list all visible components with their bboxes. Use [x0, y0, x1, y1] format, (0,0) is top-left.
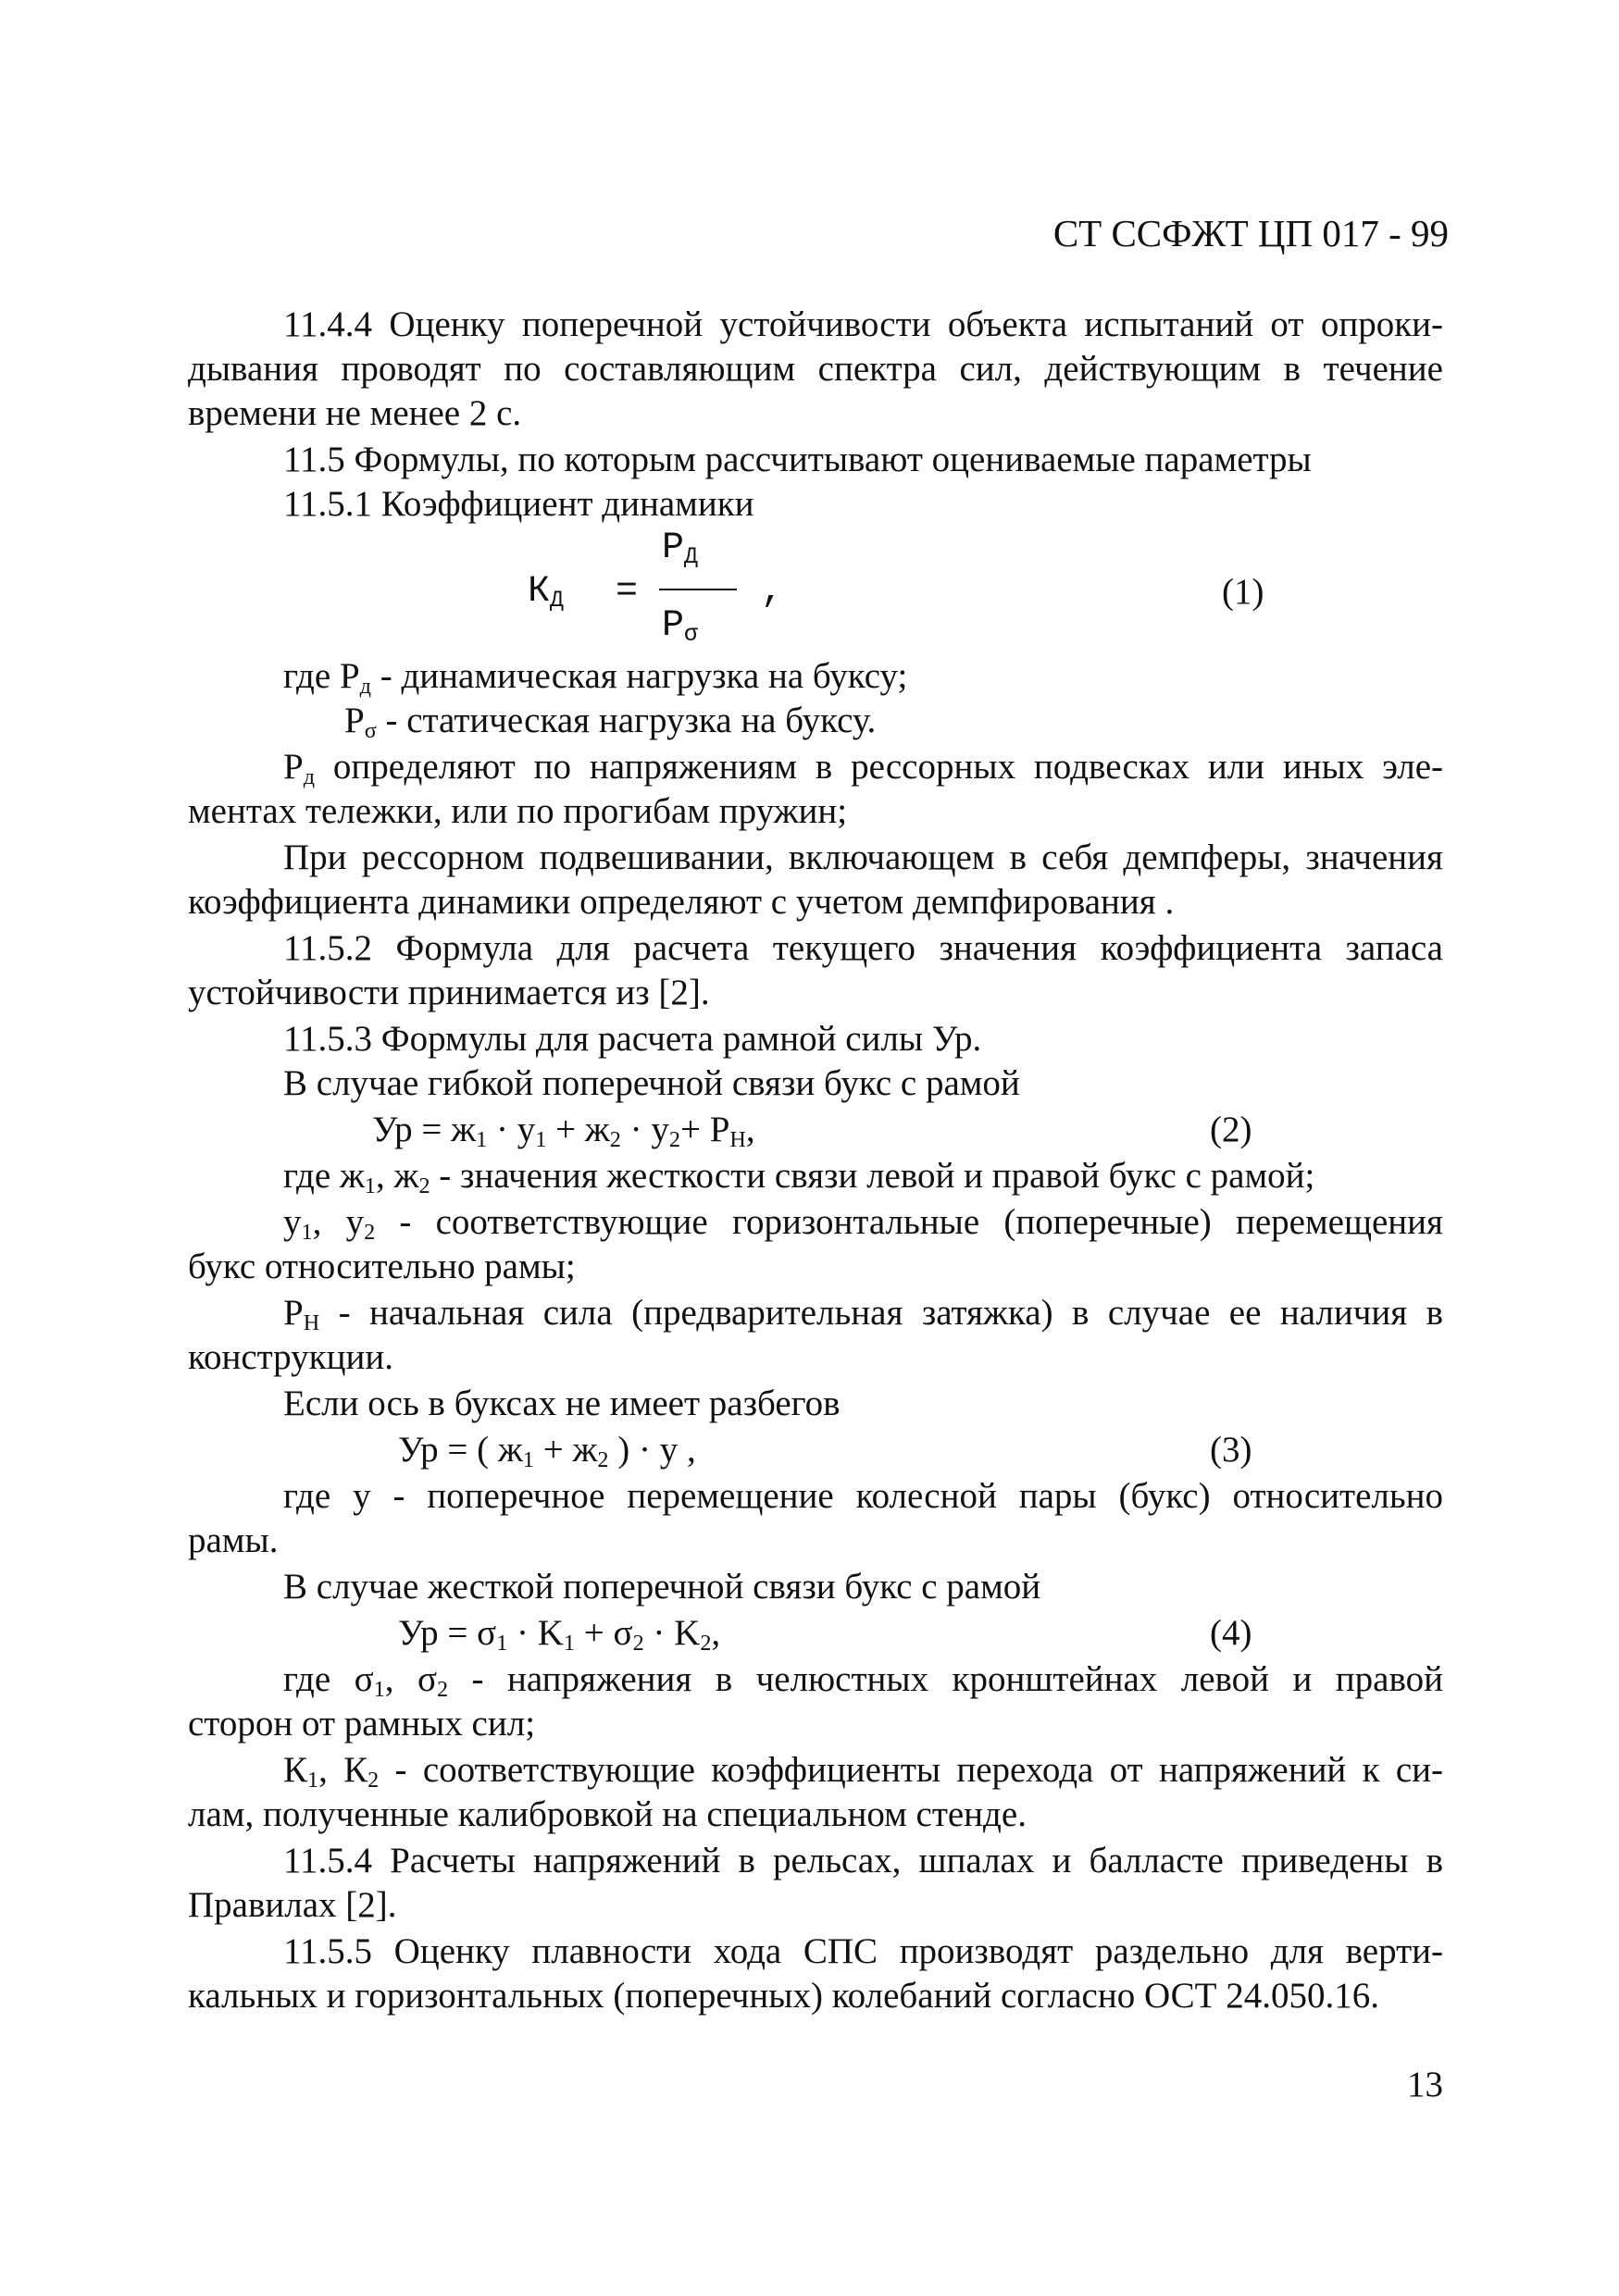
damping-line-1: При рессорном подвешивании, включающем в себя демпферы, значения: [283, 838, 1443, 877]
definition-coefficients-line-2: лам, полученные калибровкой на специальном стенде.: [188, 1794, 1027, 1834]
paragraph-11-5-2-line-1: 11.5.2 Формула для расчета текущего значения коэффициента запаса: [283, 928, 1443, 968]
no-play-case-text: Если ось в буксах не имеет разбегов: [283, 1384, 841, 1423]
definition-ps: $P_\sigma$ - статическая нагрузка на буксу.: [344, 701, 877, 744]
definition-displacements-line-2: букс относительно рамы;: [188, 1247, 576, 1286]
paragraph-11-5-5-line-1: 11.5.5 Оценку плавности хода СПС производят раздельно для верти-: [283, 1931, 1443, 1971]
rigid-case-text: В случае жесткой поперечной связи букс с рамой: [283, 1567, 1041, 1607]
pd-determination-line-2: ментах тележки, или по прогибам пружин;: [188, 791, 848, 831]
formula-4: Ур = $\sigma_1 \cdot K_1 + \sigma_2 \cdot K_2$,: [398, 1613, 721, 1657]
paragraph-11-4-4-line-2: дывания проводят по составляющим спектра сил, действующим в течение: [188, 349, 1443, 389]
equation-number-2: (2): [1210, 1110, 1252, 1149]
formula-3: Ур = ( $ж_1 + ж_2$ ) · у ,: [398, 1430, 696, 1473]
formula-1-denominator: $P_\sigma$: [662, 605, 698, 649]
paragraph-11-5-4-line-1: 11.5.4 Расчеты напряжений в рельсах, шпалах и балласте приведены в: [283, 1841, 1443, 1880]
flexible-case-text: В случае гибкой поперечной связи букс с рамой: [283, 1063, 1020, 1103]
paragraph-11-5-5-line-2: кальных и горизонтальных (поперечных) колебаний согласно ОСТ 24.050.16.: [188, 1976, 1379, 2016]
pd-determination-line-1: $P_д$ определяют по напряжениям в рессорных подвесках или иных эле-: [283, 747, 1443, 790]
definition-displacements-line-1: $у_1$, $у_2$ - соответствующие горизонтальные (поперечные) перемещения: [283, 1202, 1443, 1246]
fraction-bar: [659, 589, 737, 590]
formula-1-comma: ,: [761, 571, 784, 613]
heading-11-5-1: 11.5.1 Коэффициент динамики: [283, 484, 754, 524]
definition-coefficients-line-1: $К_1$, $К_2$ - соответствующие коэффициенты перехода от напряжений к си-: [283, 1750, 1444, 1793]
equation-number-4: (4): [1210, 1613, 1252, 1653]
paragraph-11-5-4-line-2: Правилах [2].: [188, 1885, 397, 1925]
equation-number-3: (3): [1210, 1430, 1252, 1470]
equation-number-1: (1): [1222, 572, 1264, 612]
heading-11-5-3: 11.5.3 Формулы для расчета рамной силы Ур.: [283, 1019, 982, 1059]
paragraph-11-4-4-line-1: 11.4.4 Оценку поперечной устойчивости объекта испытаний от опроки-: [283, 304, 1443, 344]
definition-stresses-line-1: где $\sigma_1$, $\sigma_2$ - напряжения в челюстных кронштейнах левой и правой: [283, 1659, 1443, 1703]
paragraph-11-5-2-line-2: устойчивости принимается из [2].: [188, 973, 710, 1012]
formula-1-lhs: $К_Д$: [528, 571, 564, 614]
definition-lateral-displacement-line-2: рамы.: [188, 1520, 279, 1560]
definition-stiffness: где $ж_1$, $ж_2$ - значения жесткости связи левой и правой букс с рамой;: [283, 1156, 1315, 1199]
damping-line-2: коэффициента динамики определяют с учетом демпфирования .: [188, 882, 1175, 922]
formula-1-equals: =: [616, 571, 639, 613]
formula-2: Ур = $ж_1 \cdot у_1 + ж_2 \cdot у_2+ Р_Н$,: [372, 1110, 755, 1153]
definition-lateral-displacement-line-1: где у - поперечное перемещение колесной пары (букс) относительно: [283, 1476, 1443, 1516]
page-number: 13: [1407, 2065, 1443, 2104]
definition-initial-force-line-1: $Р_Н$ - начальная сила (предварительная затяжка) в случае ее наличия в: [283, 1293, 1443, 1336]
definition-initial-force-line-2: конструкции.: [188, 1337, 393, 1377]
document-code-header: СТ ССФЖТ ЦП 017 - 99: [1052, 212, 1449, 254]
definition-stresses-line-2: сторон от рамных сил;: [188, 1704, 536, 1744]
heading-11-5: 11.5 Формулы, по которым рассчитывают оцениваемые параметры: [283, 440, 1312, 479]
formula-1: [518, 527, 1277, 666]
definition-pd: где $P_д$ - динамическая нагрузка на буксу;: [283, 656, 908, 700]
paragraph-11-4-4-line-3: времени не менее 2 с.: [188, 393, 522, 433]
formula-1-numerator: $P_Д$: [662, 527, 698, 571]
